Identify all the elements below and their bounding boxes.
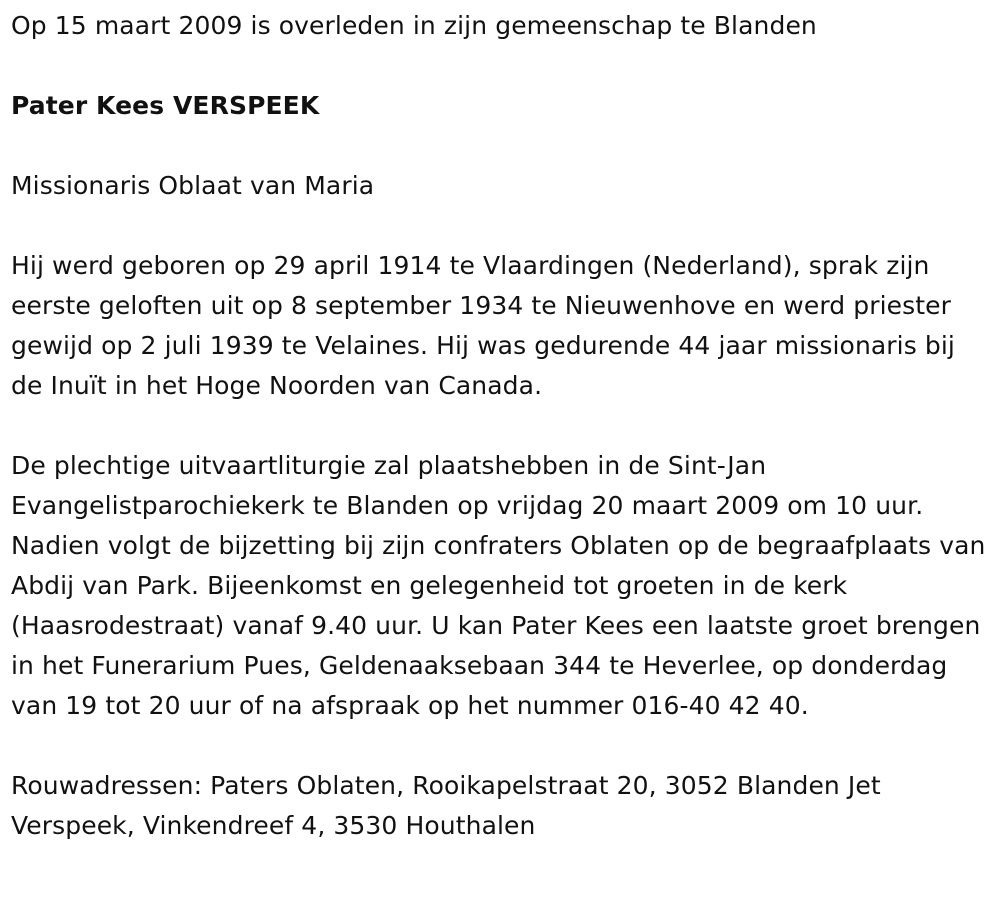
intro-line: Op 15 maart 2009 is overleden in zijn gemeenschap te Blanden [11, 11, 817, 40]
condolence-addresses: Rouwadressen: Paters Oblaten, Rooikapelstraat 20, 3052 Blanden Jet Verspeek, Vinkendreef 4, 3530 Houthalen [11, 771, 881, 840]
obituary-notice [11, 6, 991, 846]
funeral-paragraph: De plechtige uitvaartliturgie zal plaatshebben in de Sint-Jan Evangelistparochiekerk te Blanden op vrijdag 20 maart 2009 om 10 uur. Nadien volgt de bijzetting bij zijn confraters Oblaten op de begraafplaats van Abdij van Park. Bijeenkomst en gelegenheid tot groeten in de kerk (Haasrodestraat) vanaf 9.40 uur. U kan Pater Kees een laatste groet brengen in het Funerarium Pues, Geldenaaksebaan 344 te Heverlee, op donderdag van 19 tot 20 uur of na afspraak op het nummer 016-40 42 40. [11, 451, 986, 720]
deceased-title: Missionaris Oblaat van Maria [11, 171, 375, 200]
deceased-name: Pater Kees VERSPEEK [11, 91, 320, 120]
biography-paragraph: Hij werd geboren op 29 april 1914 te Vlaardingen (Nederland), sprak zijn eerste geloften uit op 8 september 1934 te Nieuwenhove en werd priester gewijd op 2 juli 1939 te Velaines. Hij was gedurende 44 jaar missionaris bij de Inuït in het Hoge Noorden van Canada. [11, 251, 955, 400]
